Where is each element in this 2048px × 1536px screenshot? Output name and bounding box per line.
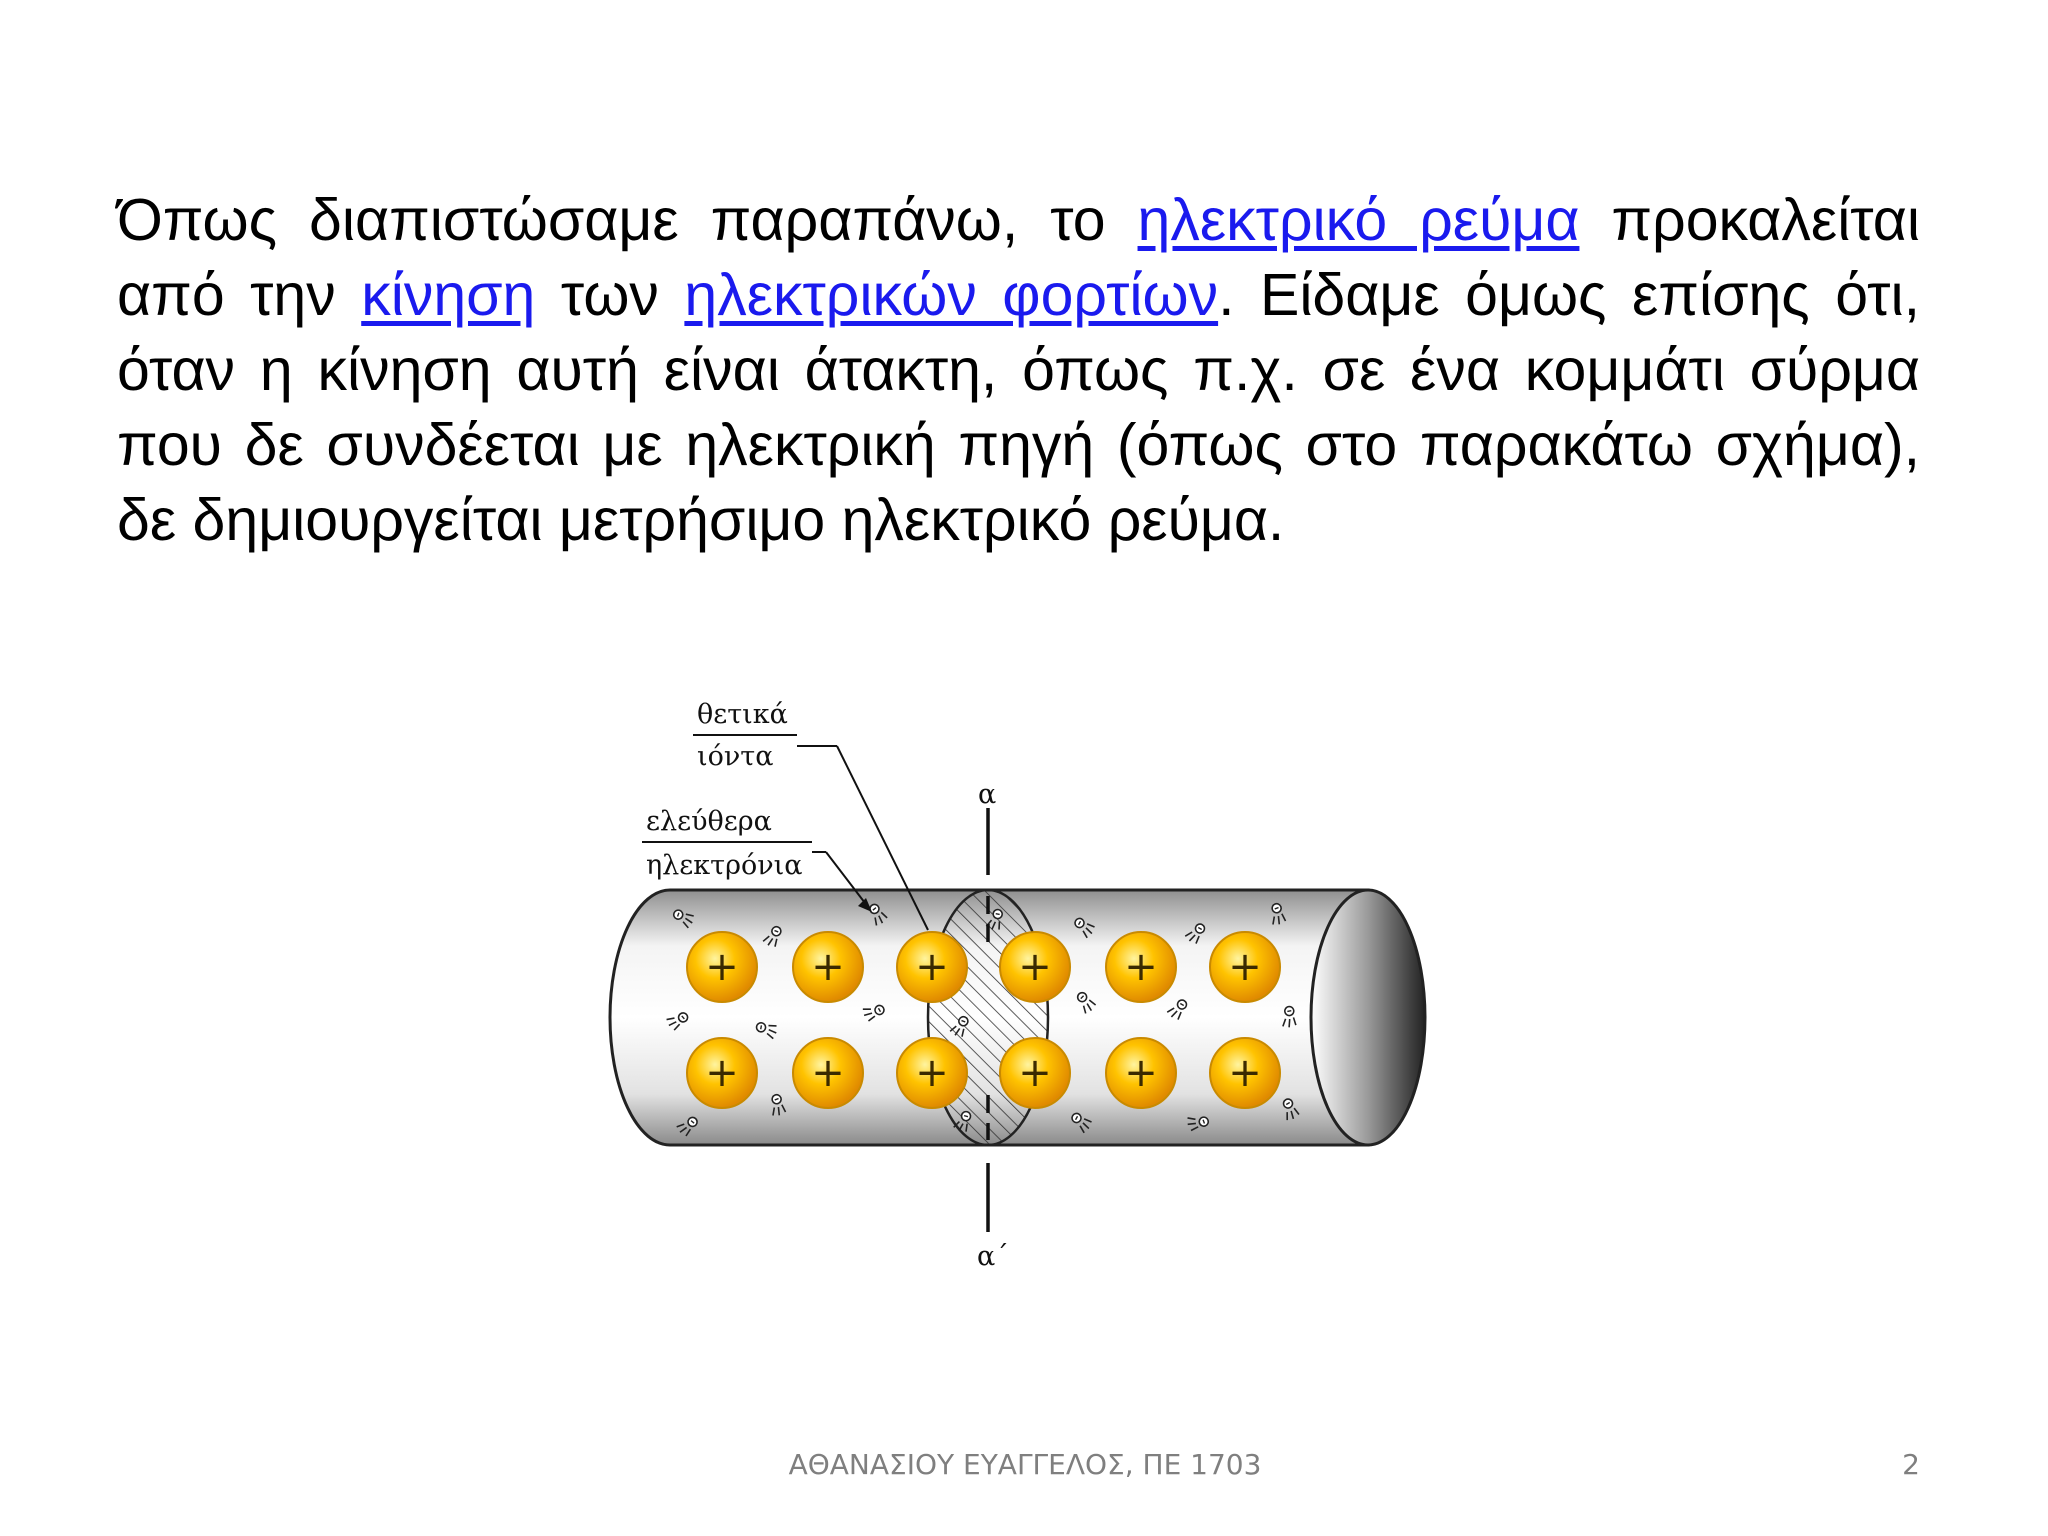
axis-label-bottom: α΄ <box>977 1241 1009 1272</box>
positive-ion <box>897 1038 967 1108</box>
positive-ion <box>1000 1038 1070 1108</box>
slide-body-text <box>117 183 1920 558</box>
ion-plus-sign: + <box>1228 1050 1262 1096</box>
wire-diagram <box>600 690 1440 1280</box>
positive-ion <box>1106 932 1176 1002</box>
ion-plus-sign: + <box>705 944 739 990</box>
ion-plus-sign: + <box>915 1050 949 1096</box>
ion-plus-sign: + <box>1018 944 1052 990</box>
axis-label-top: α <box>978 779 997 810</box>
label-free-electrons-line2: ηλεκτρόνια <box>646 850 803 881</box>
positive-ion <box>897 932 967 1002</box>
positive-ion <box>793 932 863 1002</box>
link-electric-charges[interactable]: ηλεκτρικών φορτίων <box>684 262 1219 328</box>
label-free-electrons-line1: ελεύθερα <box>646 806 772 837</box>
positive-ion <box>687 932 757 1002</box>
ion-plus-sign: + <box>915 944 949 990</box>
body-text-1: προκαλείται από την <box>117 187 1920 328</box>
ion-plus-sign: + <box>811 1050 845 1096</box>
label-positive-ions-line1: θετικά <box>697 699 788 730</box>
footer-author: ΑΘΑΝΑΣΙΟΥ ΕΥΑΓΓΕΛΟΣ, ΠΕ 1703 <box>788 1448 1262 1481</box>
body-text-3: . Είδαμε όμως επίσης ότι, όταν η κίνηση αυτή είναι άτακτη, όπως π.χ. σε ένα κομμάτι σύρμα που δε συνδέεται με ηλεκτρική πηγή (όπως στο παρακάτω σχήμα), δε δημιουργείται μετρήσιμο ηλεκτρικό ρεύμα. <box>117 262 1920 553</box>
positive-ion <box>1210 932 1280 1002</box>
ion-plus-sign: + <box>1228 944 1262 990</box>
positive-ion <box>1106 1038 1176 1108</box>
ion-plus-sign: + <box>705 1050 739 1096</box>
link-electric-current[interactable]: ηλεκτρικό ρεύμα <box>1137 187 1580 253</box>
link-motion[interactable]: κίνηση <box>361 262 536 328</box>
body-text-2: των <box>535 262 685 328</box>
label-positive-ions-line2: ιόντα <box>697 741 774 772</box>
positive-ion <box>687 1038 757 1108</box>
wire-end-face <box>1311 890 1425 1145</box>
ion-plus-sign: + <box>1124 944 1158 990</box>
positive-ion <box>1000 932 1070 1002</box>
intro-text: Όπως διαπιστώσαμε παραπάνω, το <box>117 187 1138 253</box>
page-number: 2 <box>1902 1448 1920 1481</box>
positive-ion <box>793 1038 863 1108</box>
ion-plus-sign: + <box>811 944 845 990</box>
positive-ion <box>1210 1038 1280 1108</box>
ion-plus-sign: + <box>1018 1050 1052 1096</box>
ion-plus-sign: + <box>1124 1050 1158 1096</box>
